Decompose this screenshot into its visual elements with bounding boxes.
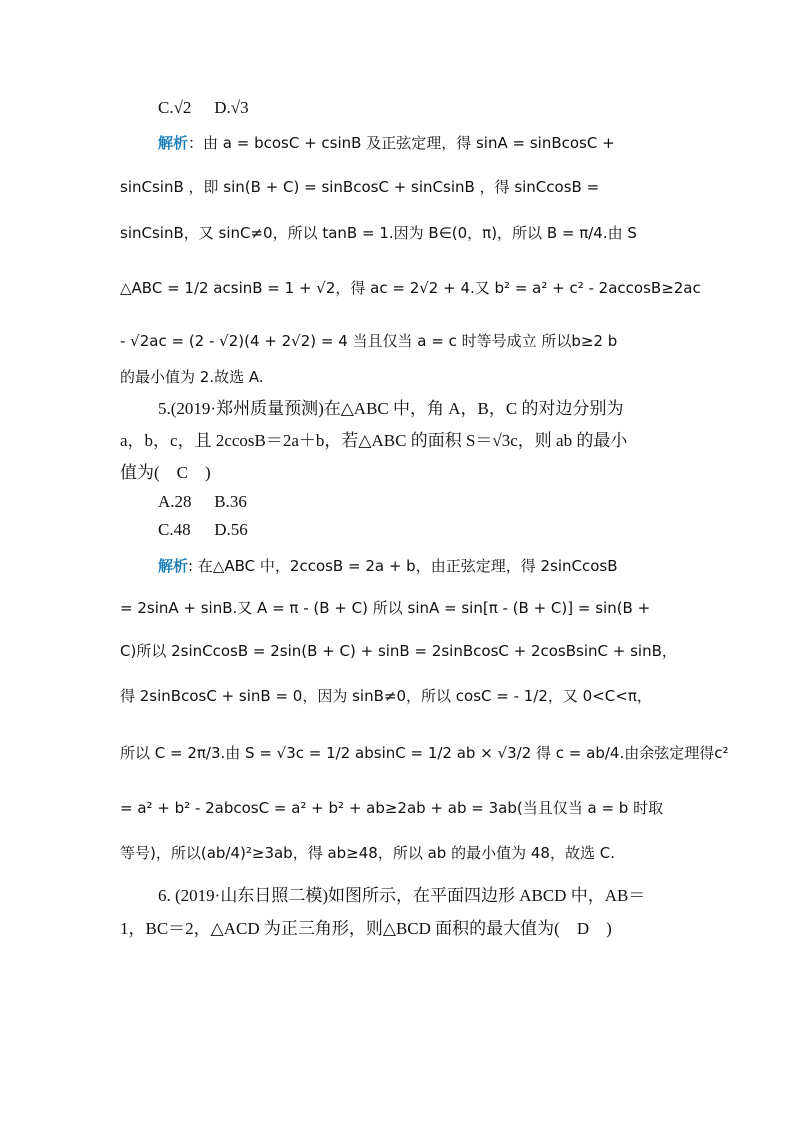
q6-stem-line-1: 6. (2019·山东日照二模)如图所示，在平面四边形 ABCD 中，AB＝	[158, 886, 646, 905]
option-d: D.56	[214, 520, 248, 539]
q4-solution-line-2: sinCsinB ，即 sin(B + C) = sinBcosC + sinCsinB ，得 sinCcosB =	[120, 178, 600, 196]
option-a: A.28	[158, 492, 192, 511]
q5-stem-line-2: a，b，c，且 2ccosB＝2a＋b，若△ABC 的面积 S＝√3c，则 ab 的最小	[120, 431, 628, 450]
q6-stem-line-2: 1，BC＝2，△ACD 为正三角形，则△BCD 面积的最大值为( D )	[120, 919, 612, 938]
analysis-label: 解析	[158, 557, 189, 575]
analysis-label: 解析	[158, 134, 189, 152]
q4-solution-line-6: 的最小值为 2.故选 A.	[120, 368, 264, 386]
q5-solution-line-5: 所以 C = 2π/3.由 S = √3c = 1/2 absinC = 1/2 ab × √3/2 得 c = ab/4.由余弦定理得c²	[120, 744, 729, 762]
option-c: C.48	[158, 520, 191, 539]
q5-solution-line-7: 等号)，所以(ab/4)²≥3ab，得 ab≥48，所以 ab 的最小值为 48，故选 C.	[120, 844, 615, 862]
q4-solution-line-5: - √2ac = (2 - √2)(4 + 2√2) = 4 当且仅当 a = c 时等号成立 所以b≥2 b	[120, 332, 618, 350]
q4-solution-line-3: sinCsinB，又 sinC≠0，所以 tanB = 1.因为 B∈(0，π)，所以 B = π/4.由 S	[120, 224, 637, 242]
option-b: B.36	[214, 492, 247, 511]
q4-options	[158, 97, 266, 119]
q4-solution-line-4: △ABC = 1/2 acsinB = 1 + √2，得 ac = 2√2 + 4.又 b² = a² + c² - 2accosB≥2ac	[120, 279, 701, 297]
option-d: D.√3	[214, 98, 249, 117]
q5-solution-line-2: = 2sinA + sinB.又 A = π - (B + C) 所以 sinA = sin[π - (B + C)] = sin(B +	[120, 599, 651, 617]
q5-solution-line-6: = a² + b² - 2abcosC = a² + b² + ab≥2ab + ab = 3ab(当且仅当 a = b 时取	[120, 799, 664, 817]
q5-solution-line-1: 解析: 在△ABC 中，2ccosB = 2a + b，由正弦定理，得 2sinCcosB	[158, 557, 618, 575]
q5-options-row-1	[158, 491, 266, 513]
q5-stem-line-3: 值为( C )	[120, 463, 211, 482]
q4-solution-line-1: 解析：由 a = bcosC + csinB 及正弦定理，得 sinA = sinBcosC +	[158, 134, 615, 152]
q5-options-row-2	[158, 519, 266, 541]
q5-stem-line-1: 5.(2019·郑州质量预测)在△ABC 中，角 A，B，C 的对边分别为	[158, 399, 624, 418]
q5-solution-line-3: C)所以 2sinCcosB = 2sin(B + C) + sinB = 2sinBcosC + 2cosBsinC + sinB，	[120, 642, 677, 660]
option-c: C.√2	[158, 98, 192, 117]
q5-solution-line-4: 得 2sinBcosC + sinB = 0，因为 sinB≠0，所以 cosC = - 1/2，又 0<C<π，	[120, 687, 652, 705]
